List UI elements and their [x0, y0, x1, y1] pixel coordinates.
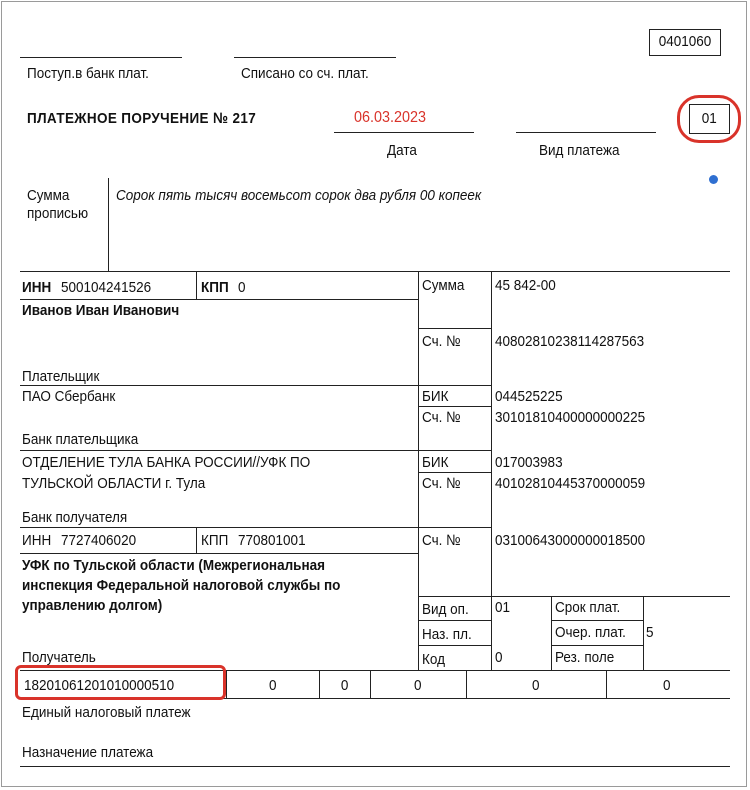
amount-words-divider	[108, 178, 109, 271]
payee-bank-name-1: ОТДЕЛЕНИЕ ТУЛА БАНКА РОССИИ//УФК ПО	[22, 454, 311, 471]
op-type-right-divider	[551, 596, 552, 671]
payee-role-label: Получатель	[22, 649, 96, 666]
payee-name-2: инспекция Федеральной налоговой службы по	[22, 577, 341, 594]
payee-account-label: Сч. №	[422, 532, 461, 549]
tax-field-5: 0	[662, 677, 671, 694]
tax-field-3: 0	[413, 677, 422, 694]
payee-inn: 7727406020	[61, 532, 137, 549]
line-purpose-top	[418, 620, 491, 621]
line-amount	[418, 328, 491, 329]
amount-words-label-2: прописью	[27, 205, 89, 222]
payee-inn-label: ИНН	[22, 532, 52, 549]
payee-bank-bik: 017003983	[495, 454, 563, 471]
payer-amount-label: Сумма	[422, 277, 465, 294]
term-right-divider	[643, 596, 644, 671]
debited-label: Списано со сч. плат.	[241, 65, 369, 82]
payer-inn: 500104241526	[61, 279, 152, 296]
line-order-top	[551, 620, 643, 621]
payee-name-3: управлению долгом)	[22, 597, 163, 614]
payer-bank-name: ПАО Сбербанк	[22, 388, 116, 405]
payer-bank-bik-label: БИК	[422, 388, 449, 405]
op-type-value: 01	[495, 599, 511, 616]
payer-bank-bik: 044525225	[495, 388, 563, 405]
received-line	[20, 57, 182, 58]
payment-type-line	[516, 132, 656, 133]
payer-kpp: 0	[238, 279, 246, 296]
debited-line	[234, 57, 396, 58]
payer-account-label: Сч. №	[422, 333, 461, 350]
status-code: 01	[701, 110, 717, 127]
date-value: 06.03.2023	[354, 109, 427, 126]
grid-line-top	[20, 271, 730, 272]
blue-dot-marker	[709, 175, 718, 184]
payer-role-label: Плательщик	[22, 368, 100, 385]
purpose-code-label: Наз. пл.	[422, 626, 472, 643]
line-payee-bank-bottom	[20, 527, 492, 528]
payee-bank-account-label: Сч. №	[422, 475, 461, 492]
line-payer-bank-bottom	[20, 450, 492, 451]
payee-bank-name-2: ТУЛЬСКОЙ ОБЛАСТИ г. Тула	[22, 475, 206, 492]
payer-account: 40802810238114287563	[495, 333, 645, 350]
payee-kpp: 770801001	[238, 532, 306, 549]
payee-account: 03100643000000018500	[495, 532, 646, 549]
payer-bank-role-label: Банк плательщика	[22, 431, 139, 448]
payer-bank-account: 30101810400000000225	[495, 409, 646, 426]
grid-col-left-divider	[418, 271, 419, 671]
date-label: Дата	[387, 142, 417, 159]
payee-kpp-label: КПП	[201, 532, 229, 549]
line-payee-bank-bik	[418, 472, 491, 473]
payee-bank-account: 40102810445370000059	[495, 475, 646, 492]
payee-name-1: УФК по Тульской области (Межрегиональная	[22, 557, 326, 574]
order-label: Очер. плат.	[555, 624, 626, 641]
payer-name: Иванов Иван Иванович	[22, 302, 180, 319]
code-label: Код	[422, 651, 445, 668]
payee-bank-bik-label: БИК	[422, 454, 449, 471]
payer-inn-label: ИНН	[22, 279, 52, 296]
date-line	[334, 132, 474, 133]
payment-type-label: Вид платежа	[539, 142, 620, 159]
payment-description: Единый налоговый платеж	[22, 704, 191, 721]
tax-field-1: 0	[269, 677, 277, 694]
received-label: Поступ.в банк плат.	[27, 65, 149, 82]
line-reserve-top	[551, 645, 643, 646]
tax-field-4: 0	[531, 677, 540, 694]
line-op-type-top	[418, 596, 730, 597]
reserve-label: Рез. поле	[555, 649, 615, 666]
payer-inn-kpp-divider	[196, 271, 197, 299]
term-label: Срок плат.	[555, 599, 621, 616]
payer-bank-account-label: Сч. №	[422, 409, 461, 426]
document-title: ПЛАТЕЖНОЕ ПОРУЧЕНИЕ № 217	[27, 110, 257, 127]
purpose-label: Назначение платежа	[22, 744, 154, 761]
kbk-highlight	[15, 665, 226, 700]
tax-field-2: 0	[340, 677, 349, 694]
code-value: 0	[495, 649, 503, 666]
amount-words-value: Сорок пять тысяч восемьсот сорок два рубля 00 копеек	[116, 187, 482, 204]
payee-bank-role-label: Банк получателя	[22, 509, 128, 526]
grid-col-value-divider	[491, 271, 492, 671]
op-type-label: Вид оп.	[422, 601, 469, 618]
line-payee-inn	[20, 553, 418, 554]
payer-amount: 45 842-00	[495, 277, 556, 294]
payee-inn-kpp-divider	[196, 527, 197, 553]
form-code: 0401060	[658, 33, 712, 50]
payer-kpp-label: КПП	[201, 279, 229, 296]
line-code-top	[418, 645, 491, 646]
kbk-value: 18201061201010000510	[24, 677, 175, 694]
order-value: 5	[646, 624, 654, 641]
status-code-highlight	[677, 95, 741, 143]
line-payer-bank-bik	[418, 406, 491, 407]
line-inn-payer	[20, 299, 418, 300]
amount-words-label-1: Сумма	[27, 187, 70, 204]
footer-line	[20, 766, 730, 767]
